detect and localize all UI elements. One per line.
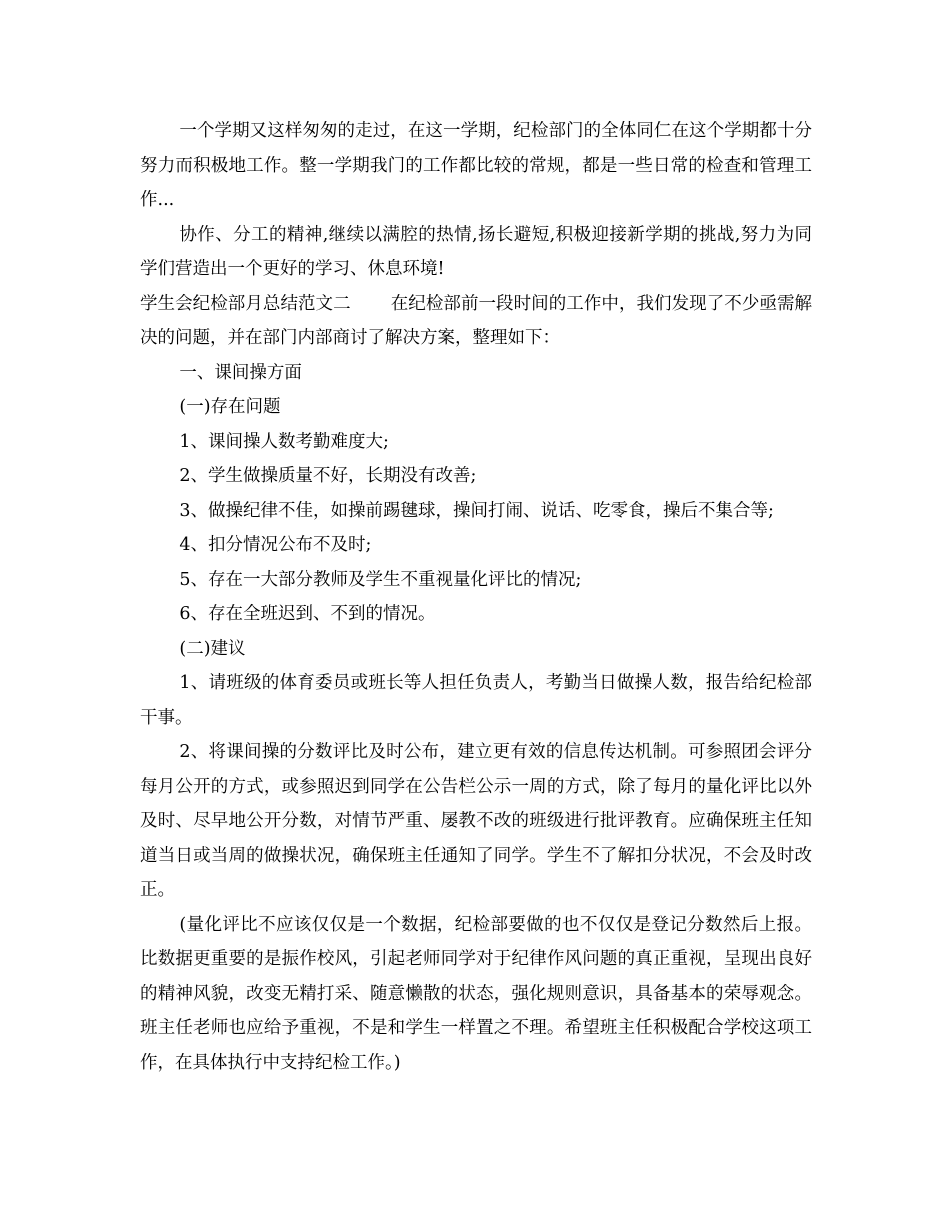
paragraph-intro: 一个学期又这样匆匆的走过，在这一学期，纪检部门的全体同仁在这个学期都十分努力而积极地工作。整一学期我门的工作都比较的常规，都是一些日常的检查和管理工作... (140, 121, 812, 210)
subheading-suggestions: (二)建议 (179, 638, 246, 659)
section-heading: 学生会纪检部月总结范文二 (140, 293, 351, 314)
suggestion-item: 1、请班级的体育委员或班长等人担任负责人，考勤当日做操人数，报告给纪检部干事。 (140, 673, 812, 728)
list-item: 3、做操纪律不佳，如操前踢毽球，操间打闹、说话、吃零食，操后不集合等; (179, 500, 774, 521)
section-heading-paragraph (140, 287, 812, 356)
list-item: 4、扣分情况公布不及时; (179, 535, 372, 555)
section-intro: 在纪检部前一段时间的工作中，我们发现了不少亟需解决的问题，并在部门内部商讨了解决方案，整理如下： (140, 293, 813, 348)
document-body (140, 114, 812, 1080)
list-item: 5、存在一大部分教师及学生不重视量化评比的情况; (179, 569, 582, 590)
paragraph-spirit: 协作、分工的精神,继续以满腔的热情,扬长避短,积极迎接新学期的挑战,努力为同学们营造出一个更好的学习、休息环境! (140, 224, 812, 279)
list-item: 1、课间操人数考勤难度大; (179, 431, 389, 452)
list-item: 6、存在全班迟到、不到的情况。 (179, 604, 436, 624)
paragraph-note: (量化评比不应该仅仅是一个数据，纪检部要做的也不仅仅是登记分数然后上报。比数据更重要的是振作校风，引起老师同学对于纪律作风问题的真正重视，呈现出良好的精神风貌，改变无精打采、随意懒散的状态，强化规则意识，具备基本的荣辱观念。班主任老师也应给予重视，不是和学生一样置之不理。希望班主任积极配合学校这项工作，在具体执行中支持纪检工作。) (140, 914, 812, 1073)
subheading-exercise: 一、课间操方面 (179, 362, 302, 383)
subheading-problems: (一)存在问题 (179, 397, 281, 417)
suggestion-item: 2、将课间操的分数评比及时公布，建立更有效的信息传达机制。可参照团会评分每月公开的方式，或参照迟到同学在公告栏公示一周的方式，除了每月的量化评比以外及时、尽早地公开分数，对情节严重、屡教不改的班级进行批评教育。应确保班主任知道当日或当周的做操状况，确保班主任通知了同学。学生不了解扣分状况，不会及时改正。 (140, 742, 812, 900)
list-item: 2、学生做操质量不好，长期没有改善; (179, 466, 477, 486)
